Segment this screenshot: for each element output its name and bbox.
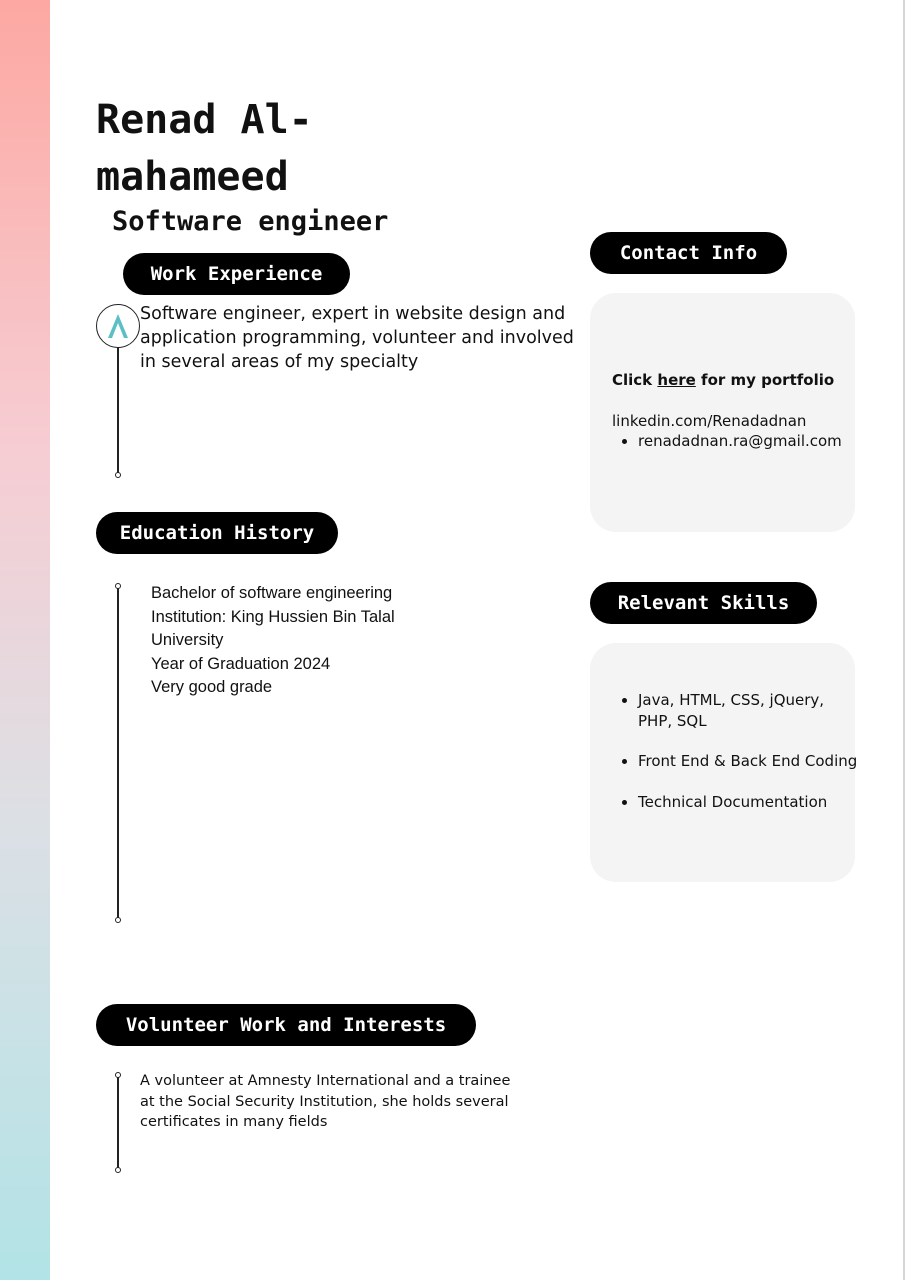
education-degree: Bachelor of software engineering bbox=[151, 584, 393, 602]
education-graduation-year: Year of Graduation 2024 bbox=[151, 654, 331, 673]
volunteer-description: A volunteer at Amnesty International and a trainee at the Social Security Institution, she holds several certificates in many fields bbox=[140, 1073, 511, 1130]
skill-item: • Java, HTML, CSS, jQuery, PHP, SQL bbox=[638, 690, 858, 731]
logo-icon bbox=[96, 304, 140, 348]
portfolio-link[interactable]: here bbox=[657, 371, 696, 389]
portfolio-suffix: for my portfolio bbox=[695, 371, 835, 389]
work-experience-heading: Work Experience bbox=[123, 253, 350, 295]
contact-card bbox=[590, 293, 855, 532]
volunteer-timeline-end bbox=[115, 1167, 121, 1173]
education-timeline bbox=[117, 588, 119, 918]
resume-role: Software engineer bbox=[112, 206, 389, 237]
education-history-heading: Education History bbox=[96, 512, 338, 554]
volunteer-heading: Volunteer Work and Interests bbox=[96, 1004, 476, 1046]
education-institution: Institution: King Hussien Bin Talal University bbox=[151, 607, 395, 649]
resume-name: Renad Al-mahameed bbox=[96, 97, 313, 200]
contact-list bbox=[612, 432, 842, 450]
work-description: Software engineer, expert in website design and application programming, volunteer and involved in several areas of my specialty bbox=[140, 304, 574, 372]
gradient-sidebar bbox=[0, 0, 50, 1280]
linkedin-link[interactable]: linkedin.com/Renadadnan bbox=[612, 412, 807, 430]
skills-card bbox=[590, 643, 858, 882]
work-timeline-end bbox=[115, 472, 121, 478]
skill-item: • Front End & Back End Coding bbox=[638, 751, 858, 772]
contact-info-heading: Contact Info bbox=[590, 232, 787, 274]
email-address[interactable]: • renadadnan.ra@gmail.com bbox=[638, 432, 842, 450]
work-timeline bbox=[117, 347, 119, 473]
education-timeline-end bbox=[115, 917, 121, 923]
education-grade: Very good grade bbox=[151, 678, 273, 696]
portfolio-line bbox=[612, 371, 834, 389]
portfolio-prefix: Click bbox=[612, 371, 658, 389]
skill-item: • Technical Documentation bbox=[638, 792, 858, 813]
relevant-skills-heading: Relevant Skills bbox=[590, 582, 817, 624]
skills-list bbox=[612, 690, 858, 812]
education-details bbox=[151, 582, 421, 700]
volunteer-timeline bbox=[117, 1077, 119, 1168]
